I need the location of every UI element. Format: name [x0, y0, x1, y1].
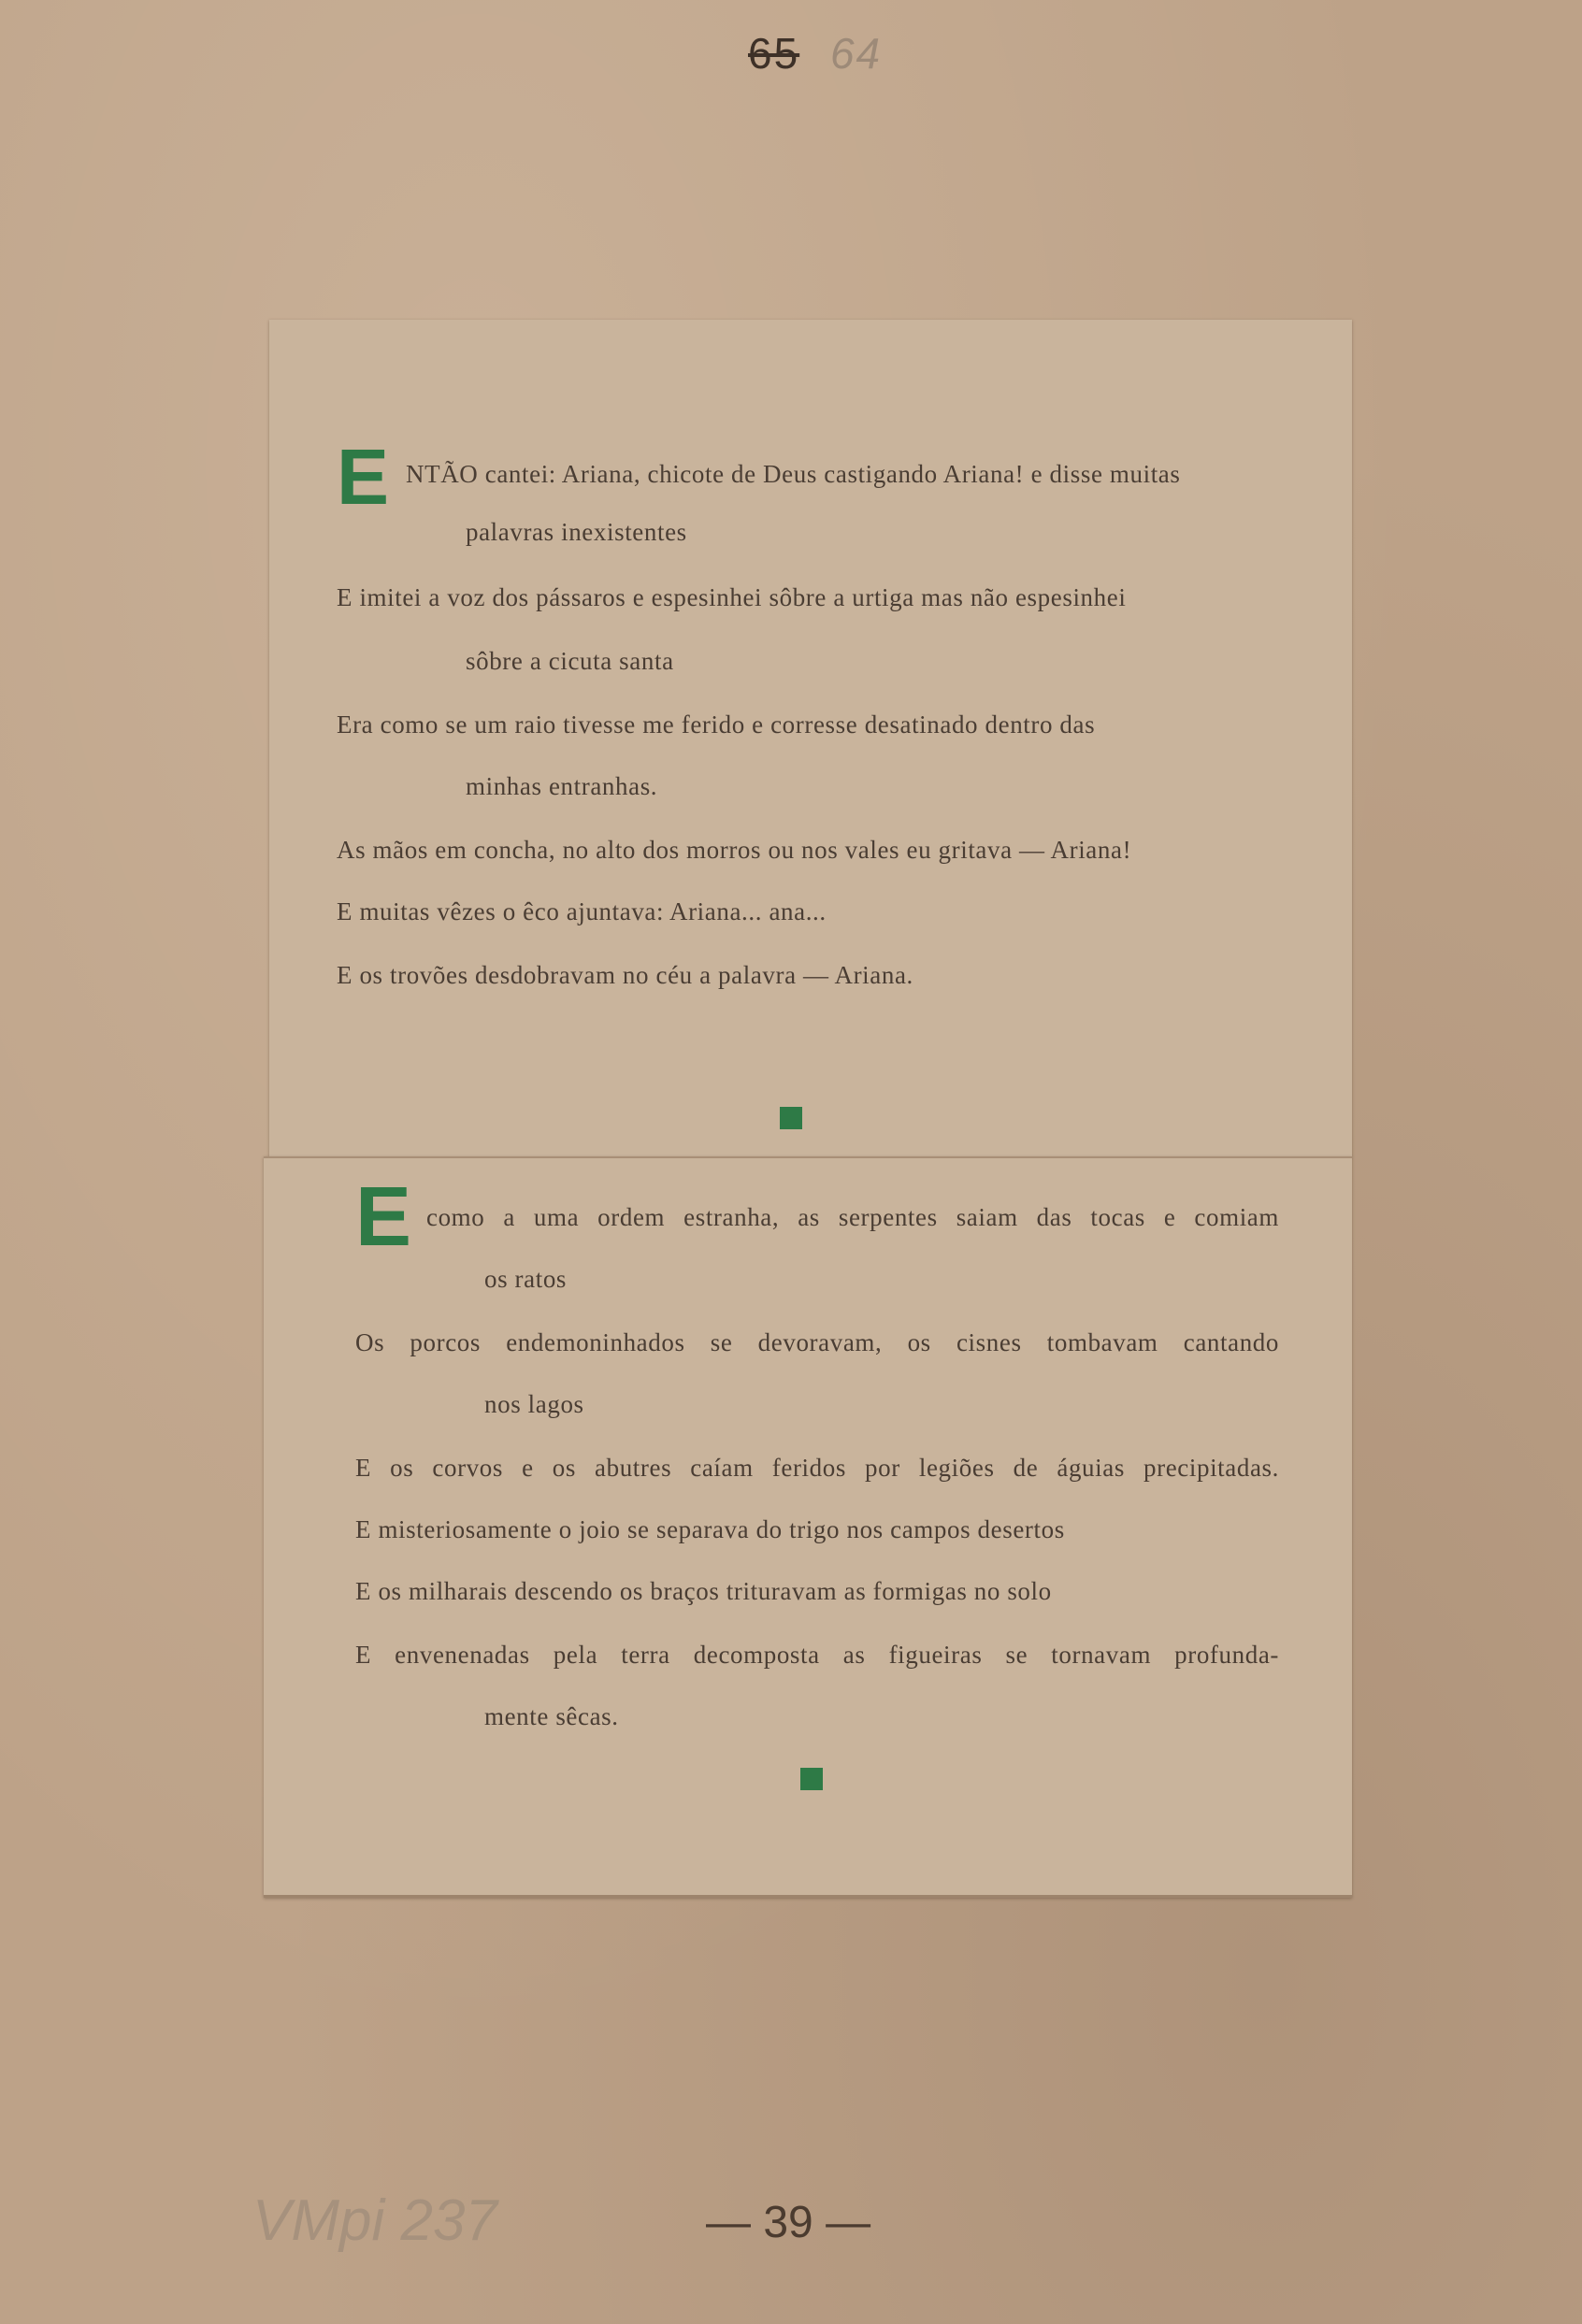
stanza-1-line: Era como se um raio tivesse me ferido e corresse desatinado dentro das	[337, 710, 1096, 739]
stanza-1-line: minhas entranhas.	[466, 772, 658, 800]
stanza-1-line: palavras inexistentes	[466, 518, 687, 546]
dropcap-1: E	[337, 433, 390, 521]
stanza-2-line: E misteriosamente o joio se separava do trigo nos campos desertos	[355, 1515, 1065, 1543]
struck-page-number: 65	[748, 29, 800, 78]
stanza-2-line: E envenenadas pela terra decomposta as figueiras se tornavam profunda-	[355, 1641, 1279, 1669]
pencil-page-number: 64	[829, 29, 883, 78]
page-number-top	[748, 28, 882, 79]
stanza-1-line: sôbre a cicuta santa	[466, 647, 674, 675]
stanza-2-line: E os milharais descendo os braços trituravam as formigas no solo	[355, 1577, 1052, 1605]
poem-slip-1	[269, 320, 1352, 1156]
dropcap-2: E	[355, 1170, 412, 1264]
poem-slip-2	[264, 1156, 1352, 1898]
stanza-2-line: Os porcos endemoninhados se devoravam, os cisnes tombavam cantando	[355, 1328, 1279, 1356]
stanza-1-line: E muitas vêzes o êco ajuntava: Ariana... ana...	[337, 897, 827, 925]
stanza-2-line: nos lagos	[484, 1390, 584, 1418]
stanza-2-line: mente sêcas.	[484, 1702, 619, 1730]
stanza-1-line: NTÃO cantei: Ariana, chicote de Deus castigando Ariana! e disse muitas	[406, 460, 1181, 488]
green-ornament-icon	[800, 1768, 823, 1790]
stanza-1-line: As mãos em concha, no alto dos morros ou nos vales eu gritava — Ariana!	[337, 836, 1132, 864]
page-number-bottom: — 39 —	[706, 2198, 871, 2247]
stanza-2-line: E os corvos e os abutres caíam feridos por legiões de águias precipitadas.	[355, 1454, 1279, 1482]
stanza-1-line: E imitei a voz dos pássaros e espesinhei sôbre a urtiga mas não espesinhei	[337, 583, 1127, 611]
stanza-2-line: como a uma ordem estranha, as serpentes saiam das tocas e comiam	[426, 1203, 1279, 1231]
stanza-1-line: E os trovões desdobravam no céu a palavra — Ariana.	[337, 961, 913, 989]
accession-mark: VMpi 237	[252, 2188, 497, 2253]
green-ornament-icon	[780, 1107, 802, 1129]
stanza-2-line: os ratos	[484, 1265, 568, 1293]
